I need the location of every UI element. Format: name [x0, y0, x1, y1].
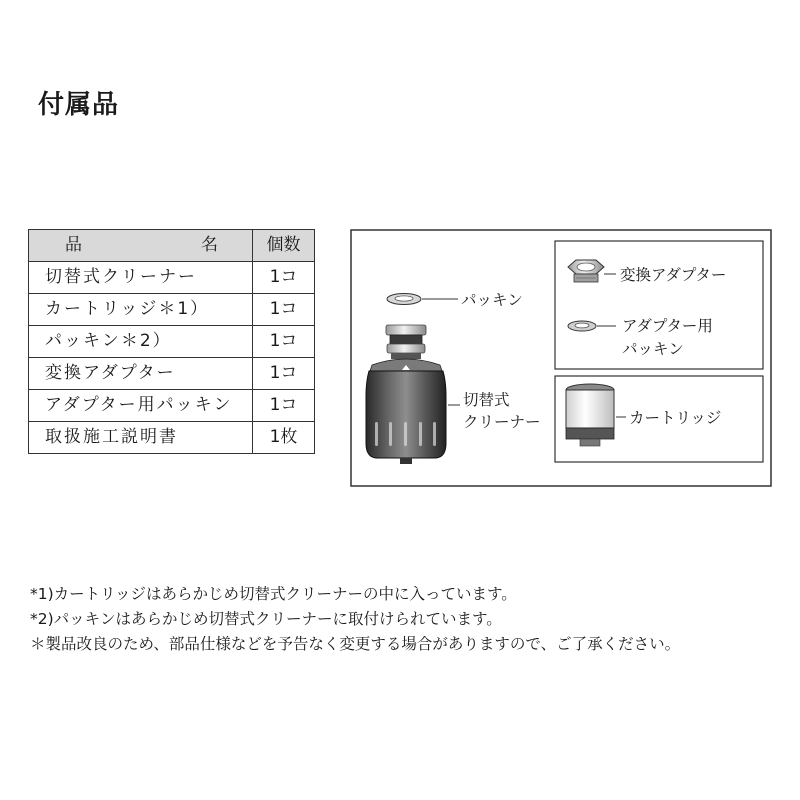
- label-adapter-packing-line1: アダプター用: [622, 317, 713, 335]
- row-quantity: 1コ: [253, 262, 315, 294]
- label-adapter: 変換アダプター: [620, 266, 727, 284]
- label-cleaner-line2: クリーナー: [463, 413, 541, 431]
- row-quantity: 1コ: [253, 326, 315, 358]
- row-name: パッキン＊2）: [29, 326, 253, 358]
- table-header-row: [29, 230, 315, 262]
- row-quantity: 1コ: [253, 390, 315, 422]
- header-name-left: 品: [65, 235, 82, 255]
- row-name: 変換アダプター: [29, 358, 253, 390]
- row-name: カートリッジ＊1）: [29, 294, 253, 326]
- table-row: [29, 358, 315, 390]
- label-adapter-packing-line2: パッキン: [622, 340, 684, 358]
- table-row: [29, 326, 315, 358]
- table-row: [29, 390, 315, 422]
- header-item-name: [29, 230, 253, 262]
- label-cartridge: カートリッジ: [629, 409, 722, 427]
- row-name: 切替式クリーナー: [29, 262, 253, 294]
- header-name-right: 名: [201, 235, 218, 255]
- row-name: アダプター用パッキン: [29, 390, 253, 422]
- table-row: [29, 422, 315, 454]
- row-quantity: 1枚: [253, 422, 315, 454]
- label-packing: パッキン: [461, 291, 523, 309]
- packing-ring-icon: [387, 294, 421, 305]
- footnote-2: *2)パッキンはあらかじめ切替式クリーナーに取付けられています。: [30, 610, 502, 628]
- cartridge-icon: [566, 384, 614, 446]
- row-quantity: 1コ: [253, 358, 315, 390]
- table-row: [29, 262, 315, 294]
- adapter-packing-icon: [568, 321, 596, 331]
- footnote-1: *1)カートリッジはあらかじめ切替式クリーナーの中に入っています。: [30, 585, 517, 603]
- accessories-table: [28, 229, 315, 454]
- label-cleaner-line1: 切替式: [463, 391, 510, 409]
- row-name: 取扱施工説明書: [29, 422, 253, 454]
- page-title: 付属品: [38, 90, 120, 120]
- footnote-3: ＊製品改良のため、部品仕様などを予告なく変更する場合がありますので、ご了承ください。: [30, 635, 681, 653]
- table-row: [29, 294, 315, 326]
- parts-illustration: [350, 229, 772, 487]
- header-quantity: 個数: [253, 230, 315, 262]
- row-quantity: 1コ: [253, 294, 315, 326]
- footnotes: [30, 582, 680, 657]
